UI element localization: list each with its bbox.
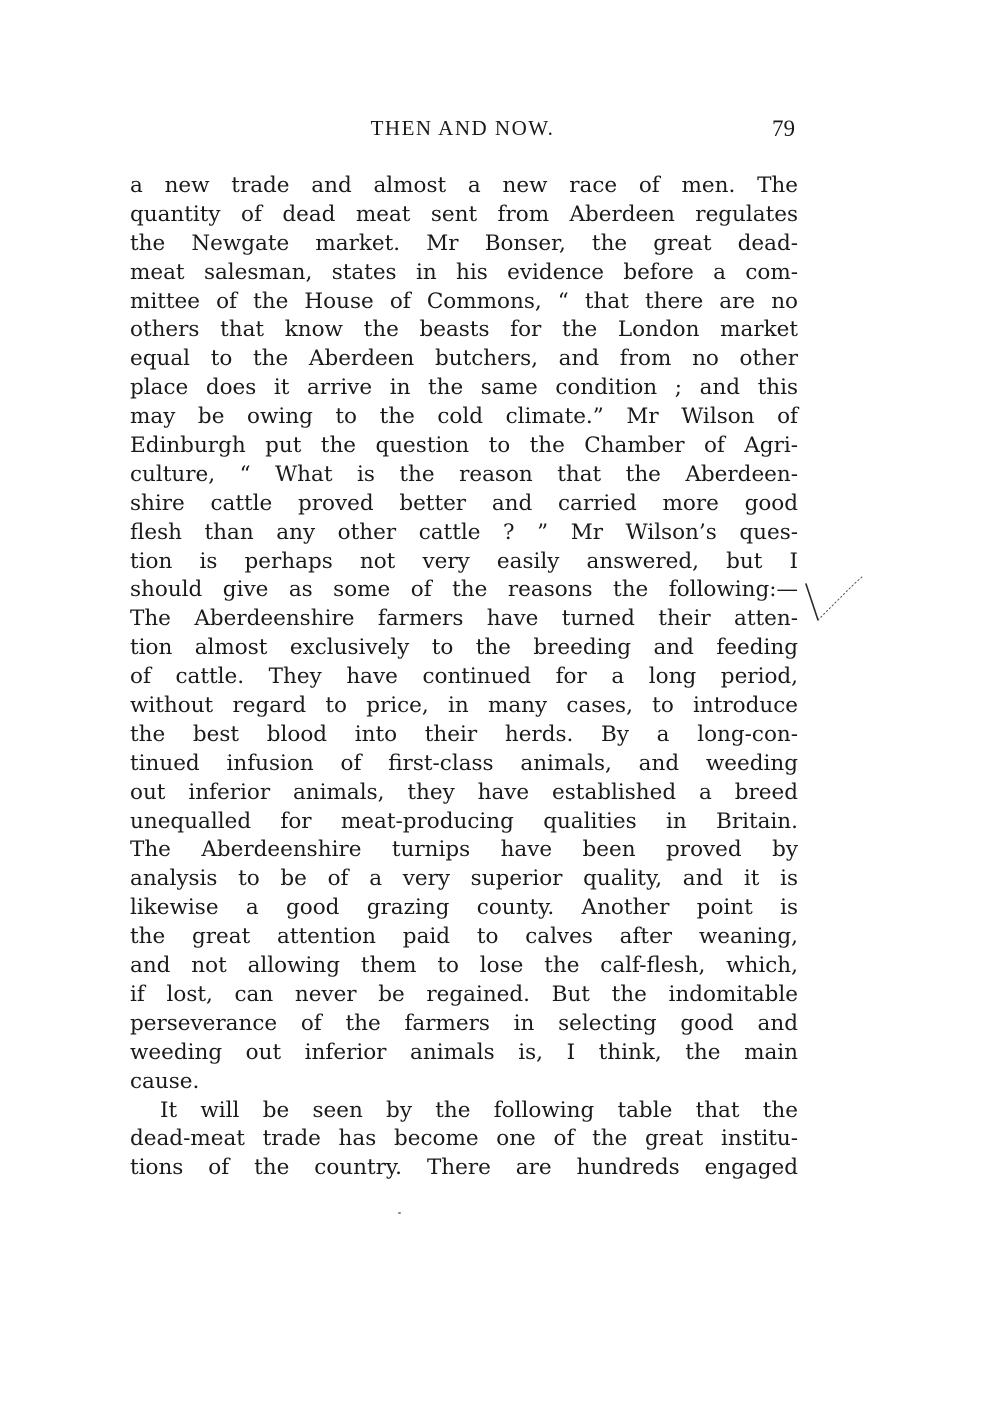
text-line: It will be seen by the following table that the xyxy=(160,1097,798,1123)
text-line: tion almost exclusively to the breeding and feeding xyxy=(130,635,798,661)
body-text xyxy=(130,172,798,1183)
text-line: unequalled for meat-producing qualities in Britain. xyxy=(130,808,798,834)
text-line: may be owing to the cold climate.” Mr Wilson of xyxy=(130,404,798,430)
text-line: Edinburgh put the question to the Chamber of Agri- xyxy=(130,433,798,459)
text-line: weeding out inferior animals is, I think, the main xyxy=(130,1039,798,1065)
text-line: tion is perhaps not very easily answered, but I xyxy=(130,548,798,574)
text-line: of cattle. They have continued for a long period, xyxy=(130,664,798,690)
text-line: out inferior animals, they have established a breed xyxy=(130,779,798,805)
page-number: 79 xyxy=(772,116,795,141)
text-line: culture, “ What is the reason that the Aberdeen- xyxy=(130,461,798,487)
text-line: likewise a good grazing county. Another point is xyxy=(130,895,798,921)
text-line: dead-meat trade has become one of the great institu- xyxy=(130,1126,798,1152)
text-line: others that know the beasts for the London market xyxy=(130,317,798,343)
text-line: flesh than any other cattle ? ” Mr Wilson’s ques- xyxy=(130,519,798,545)
text-line: The Aberdeenshire farmers have turned their atten- xyxy=(130,606,798,632)
text-line: equal to the Aberdeen butchers, and from no other xyxy=(130,346,798,372)
ink-speck xyxy=(398,1212,401,1214)
text-line: perseverance of the farmers in selecting good and xyxy=(130,1010,798,1036)
text-line: the great attention paid to calves after weaning, xyxy=(130,924,798,950)
text-line: cause. xyxy=(130,1068,200,1094)
text-line: tions of the country. There are hundreds engaged xyxy=(130,1155,798,1181)
text-line: and not allowing them to lose the calf-flesh, which, xyxy=(130,953,798,979)
running-title: THEN AND NOW. xyxy=(370,116,555,140)
text-line: The Aberdeenshire turnips have been proved by xyxy=(130,837,798,863)
text-line: a new trade and almost a new race of men. The xyxy=(130,173,798,198)
text-line: mittee of the House of Commons, “ that there are no xyxy=(130,288,798,314)
text-line: analysis to be of a very superior quality, and it is xyxy=(130,866,798,892)
handwritten-check-mark-icon xyxy=(804,576,874,636)
text-line: tinued infusion of first-class animals, and weeding xyxy=(130,750,798,776)
text-line: the best blood into their herds. By a long-con- xyxy=(130,721,798,747)
text-line: the Newgate market. Mr Bonser, the great dead- xyxy=(130,230,798,256)
text-line: meat salesman, states in his evidence before a com- xyxy=(130,259,798,285)
text-line: shire cattle proved better and carried more good xyxy=(130,490,798,516)
text-line: if lost, can never be regained. But the indomitable xyxy=(130,981,798,1007)
text-line: without regard to price, in many cases, to introduce xyxy=(130,693,798,719)
text-line: should give as some of the reasons the following:— xyxy=(130,577,798,603)
text-line: quantity of dead meat sent from Aberdeen regulates xyxy=(130,201,798,227)
running-head xyxy=(130,116,795,146)
text-line: place does it arrive in the same condition ; and this xyxy=(130,375,798,401)
